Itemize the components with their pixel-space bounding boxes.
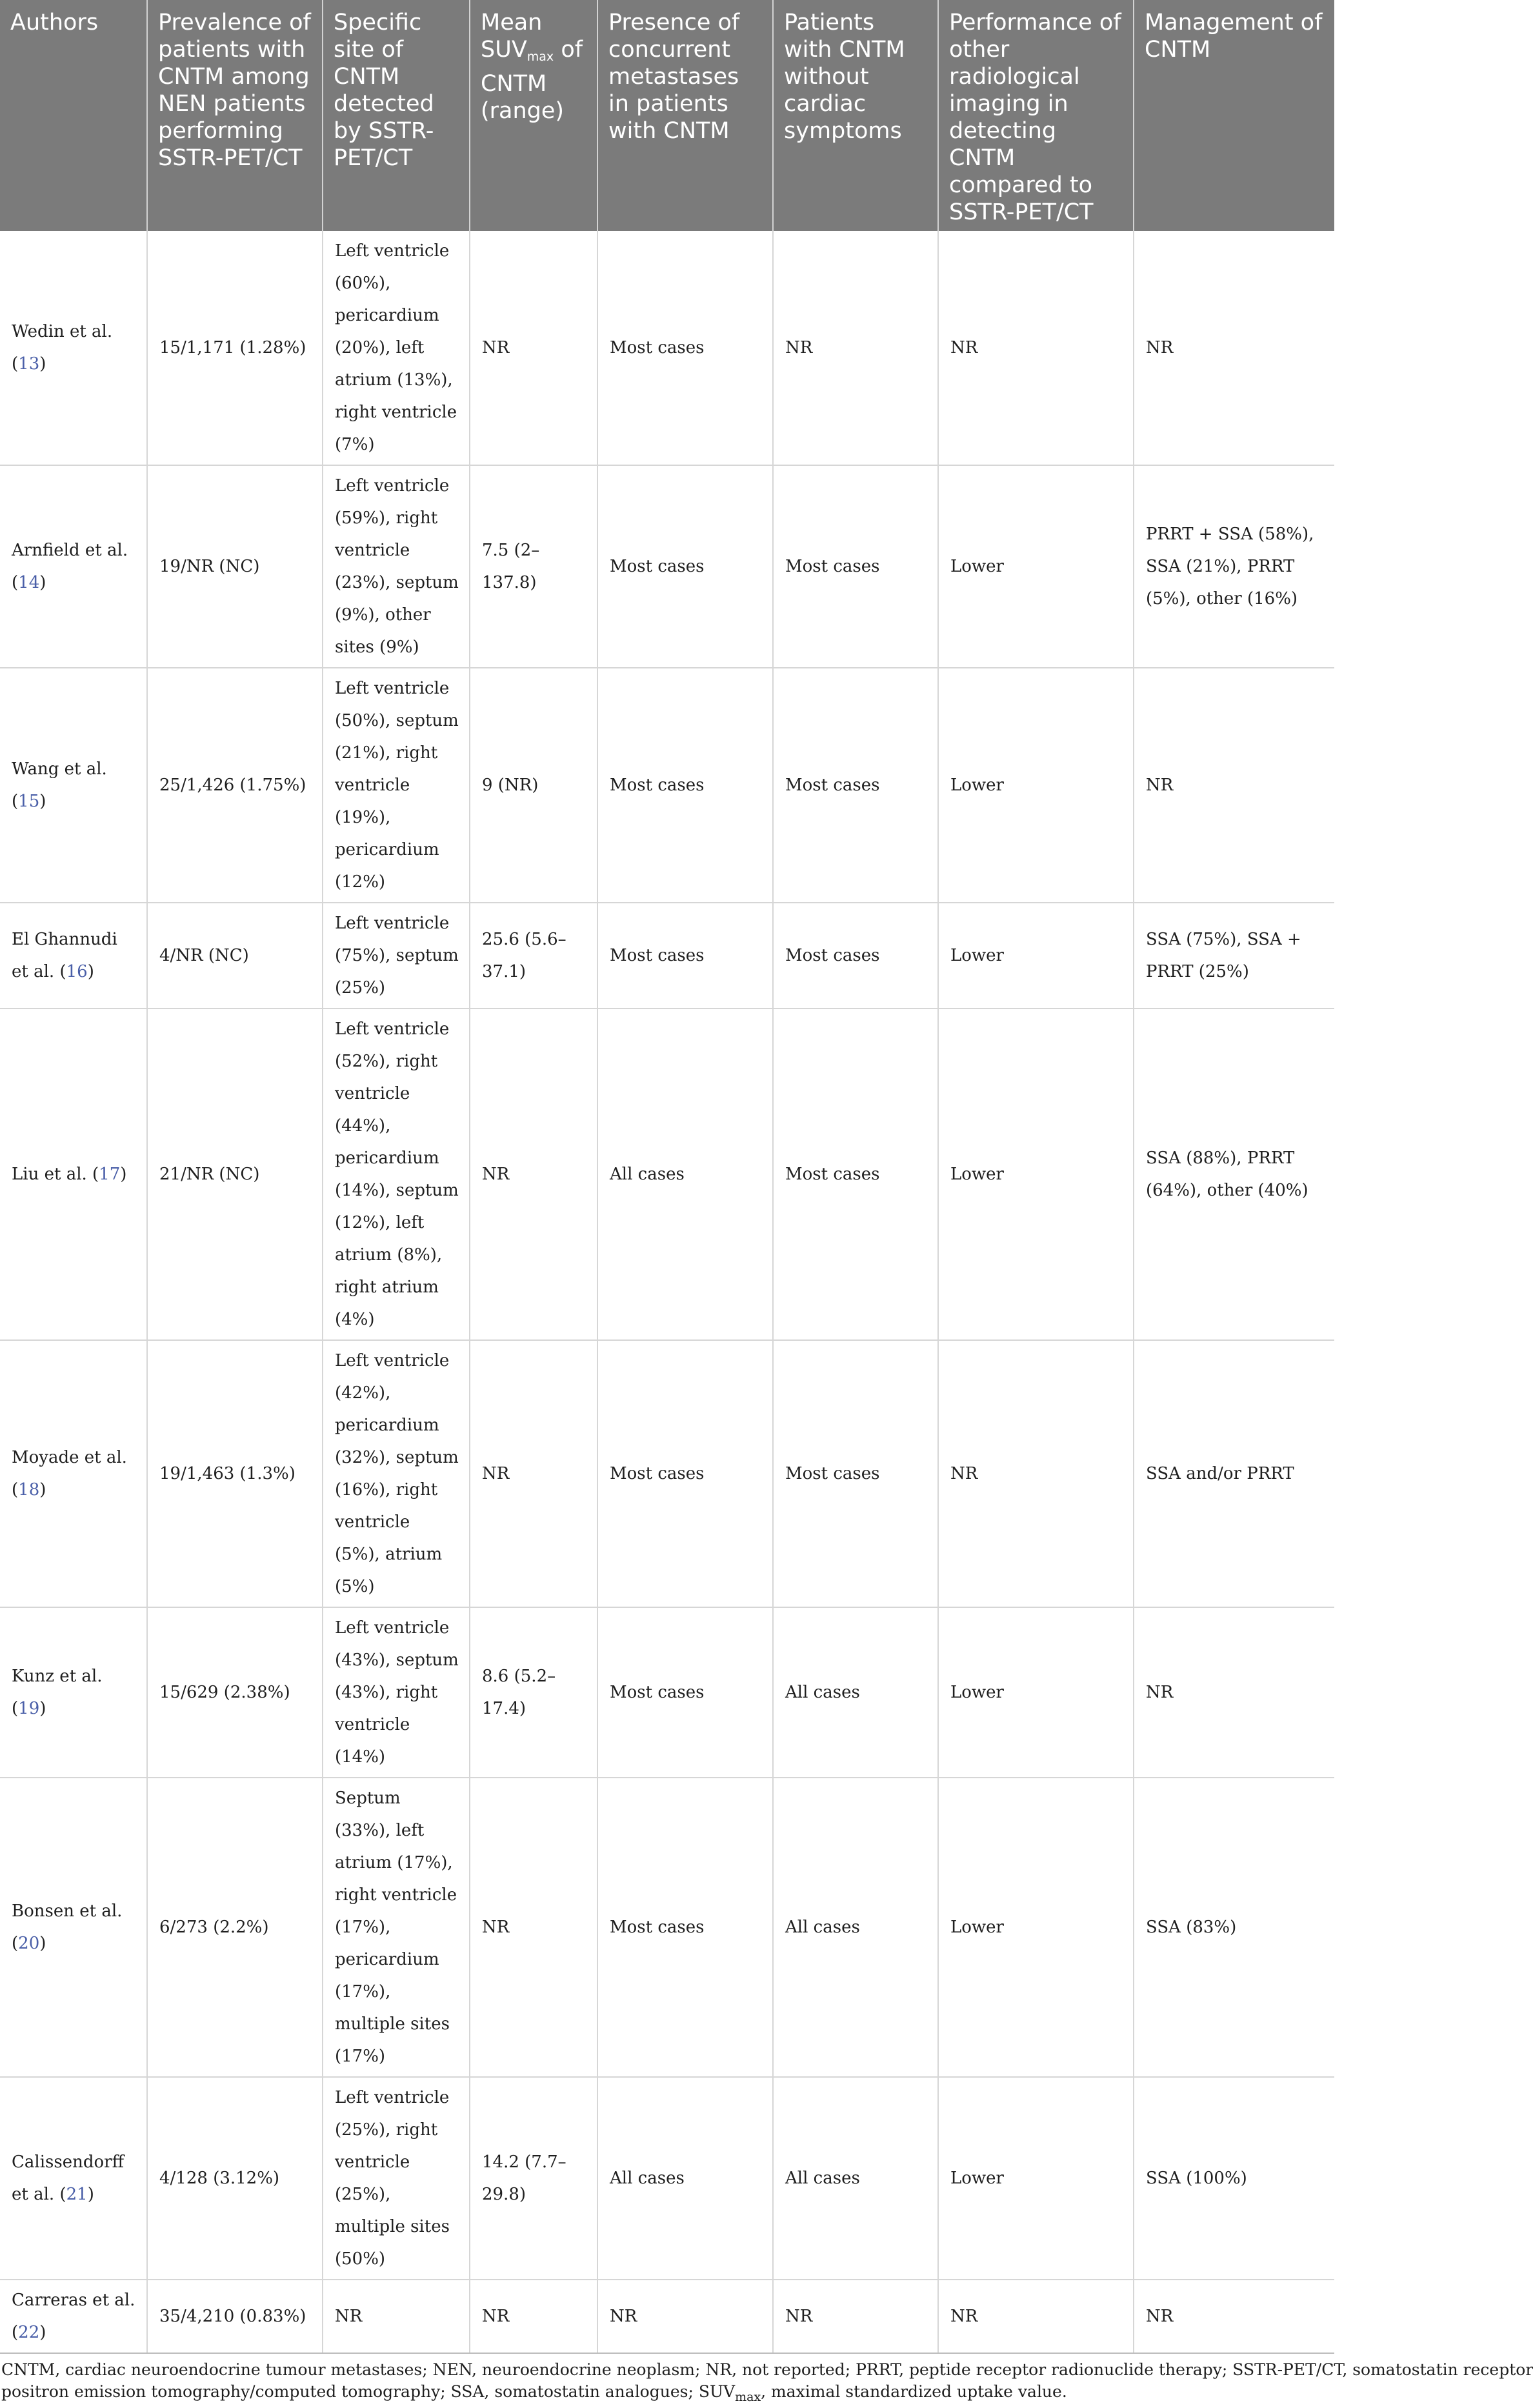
author-name: Liu et al. ( <box>12 1165 99 1184</box>
author-name: Wang et al. ( <box>12 759 107 811</box>
table-row <box>0 1607 1334 1778</box>
cell-performance: Lower <box>938 903 1134 1008</box>
cell-no-symptoms: Most cases <box>773 668 938 903</box>
cell-no-symptoms: All cases <box>773 2077 938 2280</box>
footnote-line-2 <box>1 2381 1333 2408</box>
cell-metastases: NR <box>597 2280 773 2353</box>
cell-no-symptoms: NR <box>773 231 938 465</box>
author-name-end: ) <box>87 962 94 981</box>
cell-no-symptoms: Most cases <box>773 465 938 668</box>
header-suv-text-end: of CNTM (range) <box>481 37 583 124</box>
cell-prevalence: 4/NR (NC) <box>147 903 323 1008</box>
reference-link[interactable]: 20 <box>18 1934 40 1953</box>
author-name: Kunz et al. ( <box>12 1667 103 1718</box>
author-name-end: ) <box>39 573 46 592</box>
cell-metastases: All cases <box>597 2077 773 2280</box>
header-site: Specific site of CNTM detected by SSTR-PET/CT <box>323 0 470 231</box>
cell-prevalence: 6/273 (2.2%) <box>147 1778 323 2077</box>
header-authors: Authors <box>0 0 147 231</box>
cell-prevalence: 4/128 (3.12%) <box>147 2077 323 2280</box>
cell-management: NR <box>1134 231 1334 465</box>
cell-site: Left ventricle (75%), septum (25%) <box>323 903 470 1008</box>
cell-metastases: Most cases <box>597 1340 773 1607</box>
cell-metastases: Most cases <box>597 1778 773 2077</box>
cell-suv: NR <box>470 2280 597 2353</box>
footnote-line-2-text: positron emission tomography/computed tomography; SSA, somatostatin analogues; SUV <box>1 2382 736 2401</box>
reference-link[interactable]: 22 <box>18 2323 40 2342</box>
cell-suv: NR <box>470 1340 597 1607</box>
cell-metastases: Most cases <box>597 231 773 465</box>
cell-suv: 7.5 (2–137.8) <box>470 465 597 668</box>
author-name: Moyade et al. ( <box>12 1448 127 1500</box>
cell-prevalence: 15/1,171 (1.28%) <box>147 231 323 465</box>
header-prevalence: Prevalence of patients with CNTM among NEN patients performing SSTR-PET/CT <box>147 0 323 231</box>
cell-no-symptoms: All cases <box>773 1778 938 2077</box>
table-row <box>0 1340 1334 1607</box>
cell-management: SSA (100%) <box>1134 2077 1334 2280</box>
cell-suv: 9 (NR) <box>470 668 597 903</box>
footnote-line-1: CNTM, cardiac neuroendocrine tumour metastases; NEN, neuroendocrine neoplasm; NR, not reported; PRRT, peptide receptor radionuclide therapy; SSTR-PET/CT, somatostatin receptor <box>1 2360 1533 2379</box>
cell-site: Left ventricle (25%), right ventricle (25%), multiple sites (50%) <box>323 2077 470 2280</box>
cell-suv: NR <box>470 1778 597 2077</box>
cell-author <box>0 903 147 1008</box>
cell-suv: NR <box>470 1008 597 1340</box>
cell-site: Septum (33%), left atrium (17%), right ventricle (17%), pericardium (17%), multiple sites (17%) <box>323 1778 470 2077</box>
cell-site: NR <box>323 2280 470 2353</box>
author-name-end: ) <box>87 2185 94 2204</box>
cell-performance: Lower <box>938 668 1134 903</box>
cell-prevalence: 15/629 (2.38%) <box>147 1607 323 1778</box>
reference-link[interactable]: 15 <box>18 792 40 811</box>
reference-link[interactable]: 16 <box>66 962 88 981</box>
cell-management: PRRT + SSA (58%), SSA (21%), PRRT (5%), other (16%) <box>1134 465 1334 668</box>
cell-suv: 14.2 (7.7–29.8) <box>470 2077 597 2280</box>
cell-performance: Lower <box>938 465 1134 668</box>
table-row <box>0 231 1334 465</box>
cell-metastases: Most cases <box>597 465 773 668</box>
cell-author <box>0 668 147 903</box>
cell-performance: Lower <box>938 1778 1134 2077</box>
cell-suv: 8.6 (5.2–17.4) <box>470 1607 597 1778</box>
cell-author <box>0 465 147 668</box>
cell-site: Left ventricle (59%), right ventricle (23%), septum (9%), other sites (9%) <box>323 465 470 668</box>
author-name-end: ) <box>39 1699 46 1718</box>
table-row <box>0 668 1334 903</box>
header-suv-text: Mean SUV <box>481 10 543 63</box>
cell-performance: Lower <box>938 1008 1134 1340</box>
header-performance: Performance of other radiological imaging in detecting CNTM compared to SSTR-PET/CT <box>938 0 1134 231</box>
header-metastases: Presence of concurrent metastases in patients with CNTM <box>597 0 773 231</box>
cell-performance: NR <box>938 231 1134 465</box>
reference-link[interactable]: 17 <box>99 1165 121 1184</box>
header-row <box>0 0 1334 231</box>
cell-management: NR <box>1134 668 1334 903</box>
cell-prevalence: 21/NR (NC) <box>147 1008 323 1340</box>
author-name: Bonsen et al. ( <box>12 1901 123 1953</box>
cell-management: SSA and/or PRRT <box>1134 1340 1334 1607</box>
cell-performance: Lower <box>938 1607 1134 1778</box>
cell-author <box>0 2280 147 2353</box>
table-header <box>0 0 1334 231</box>
author-name: Wedin et al. ( <box>12 322 113 374</box>
cell-performance: Lower <box>938 2077 1134 2280</box>
cell-metastases: Most cases <box>597 668 773 903</box>
cell-prevalence: 35/4,210 (0.83%) <box>147 2280 323 2353</box>
reference-link[interactable]: 18 <box>18 1480 40 1500</box>
reference-link[interactable]: 21 <box>66 2185 88 2204</box>
header-management: Management of CNTM <box>1134 0 1334 231</box>
cell-author <box>0 231 147 465</box>
table-row <box>0 1008 1334 1340</box>
cell-site: Left ventricle (43%), septum (43%), right ventricle (14%) <box>323 1607 470 1778</box>
author-name: Carreras et al. ( <box>12 2291 135 2342</box>
cell-performance: NR <box>938 1340 1134 1607</box>
cell-management: SSA (75%), SSA + PRRT (25%) <box>1134 903 1334 1008</box>
cell-author <box>0 1008 147 1340</box>
cell-author <box>0 1778 147 2077</box>
reference-link[interactable]: 13 <box>18 354 40 374</box>
author-name: Arnfield et al. ( <box>12 541 128 592</box>
table-row <box>0 2280 1334 2353</box>
cell-author <box>0 2077 147 2280</box>
author-name-end: ) <box>120 1165 127 1184</box>
cell-site: Left ventricle (52%), right ventricle (44%), pericardium (14%), septum (12%), left atrium (8%), right atrium (4%) <box>323 1008 470 1340</box>
author-name-end: ) <box>39 1480 46 1500</box>
footnote-subscript: max <box>735 2390 761 2404</box>
cell-site: Left ventricle (42%), pericardium (32%), septum (16%), right ventricle (5%), atrium (5%) <box>323 1340 470 1607</box>
author-name-end: ) <box>39 1934 46 1953</box>
cell-site: Left ventricle (60%), pericardium (20%), left atrium (13%), right ventricle (7%) <box>323 231 470 465</box>
cell-metastases: All cases <box>597 1008 773 1340</box>
cell-suv: NR <box>470 231 597 465</box>
author-name-end: ) <box>39 792 46 811</box>
cell-no-symptoms: Most cases <box>773 1340 938 1607</box>
author-name-end: ) <box>39 354 46 374</box>
footnote-line-2-end: , maximal standardized uptake value. <box>761 2382 1067 2401</box>
cell-author <box>0 1607 147 1778</box>
reference-link[interactable]: 19 <box>18 1699 40 1718</box>
cell-metastases: Most cases <box>597 1607 773 1778</box>
header-suv <box>470 0 597 231</box>
cell-no-symptoms: Most cases <box>773 1008 938 1340</box>
table-row <box>0 1778 1334 2077</box>
table-footnote <box>0 2354 1533 2408</box>
reference-link[interactable]: 14 <box>18 573 40 592</box>
cell-management: NR <box>1134 1607 1334 1778</box>
cell-suv: 25.6 (5.6–37.1) <box>470 903 597 1008</box>
cell-management: SSA (88%), PRRT (64%), other (40%) <box>1134 1008 1334 1340</box>
author-name: El Ghannudi et al. ( <box>12 930 117 981</box>
cell-prevalence: 25/1,426 (1.75%) <box>147 668 323 903</box>
cell-author <box>0 1340 147 1607</box>
cell-management: SSA (83%) <box>1134 1778 1334 2077</box>
cell-performance: NR <box>938 2280 1134 2353</box>
cell-metastases: Most cases <box>597 903 773 1008</box>
cell-no-symptoms: Most cases <box>773 903 938 1008</box>
cell-site: Left ventricle (50%), septum (21%), right ventricle (19%), pericardium (12%) <box>323 668 470 903</box>
cell-no-symptoms: NR <box>773 2280 938 2353</box>
table-row <box>0 903 1334 1008</box>
table-body <box>0 231 1334 2353</box>
author-name-end: ) <box>39 2323 46 2342</box>
header-suv-subscript: max <box>526 50 554 64</box>
cell-management: NR <box>1134 2280 1334 2353</box>
table-row <box>0 465 1334 668</box>
cell-prevalence: 19/1,463 (1.3%) <box>147 1340 323 1607</box>
author-name: Calissendorff et al. ( <box>12 2152 125 2204</box>
table-row <box>0 2077 1334 2280</box>
cell-no-symptoms: All cases <box>773 1607 938 1778</box>
header-no-symptoms: Patients with CNTM without cardiac symptoms <box>773 0 938 231</box>
cell-prevalence: 19/NR (NC) <box>147 465 323 668</box>
